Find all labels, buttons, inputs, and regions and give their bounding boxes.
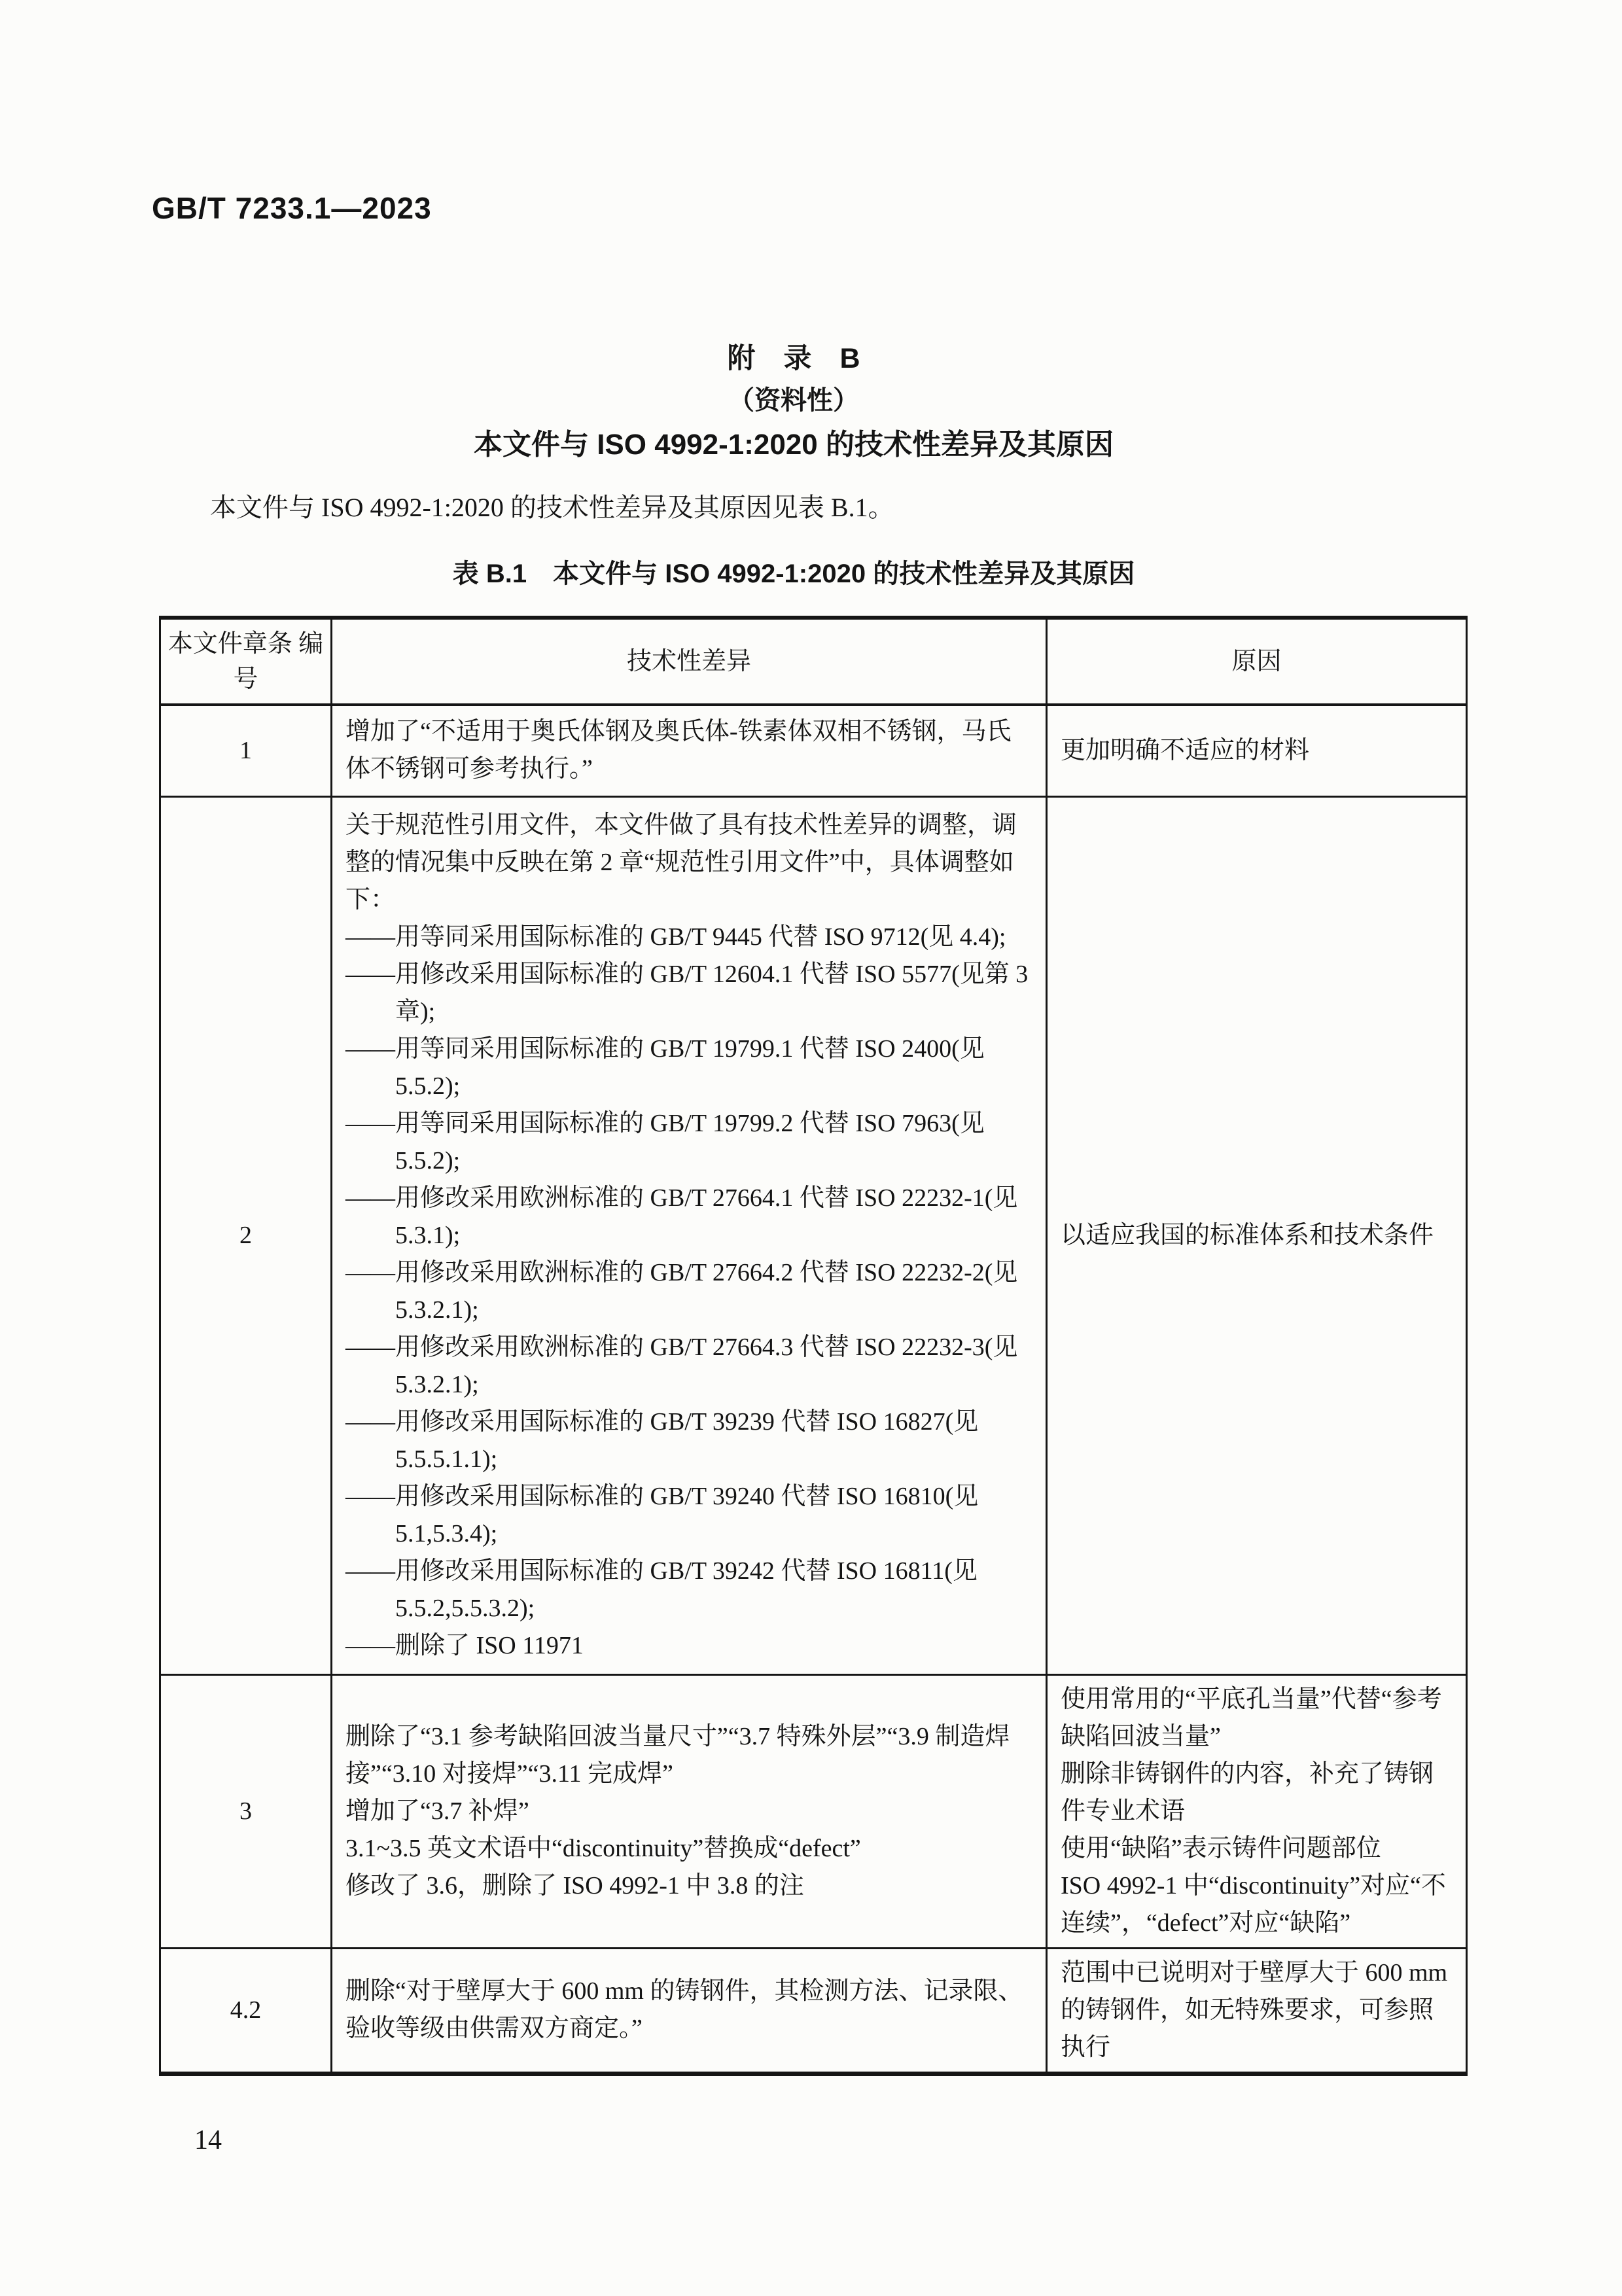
reason-cell xyxy=(1047,1948,1467,2074)
column-header-clause: 本文件章条 编号 xyxy=(167,630,324,693)
difference-list-item: ——用等同采用国际标准的 GB/T 9445 代替 ISO 9712(见 4.4); xyxy=(345,923,1006,951)
difference-paragraph: 增加了“3.7 补焊” xyxy=(345,1797,529,1825)
appendix-title: 附 录 B xyxy=(727,343,860,374)
differences-table xyxy=(159,616,1468,2076)
difference-paragraph: 关于规范性引用文件，本文件做了具有技术性差异的调整，调整的情况集中反映在第 2 章“规范性引用文件”中，具体调整如下： xyxy=(345,811,1017,913)
table-caption: 表 B.1 本文件与 ISO 4992-1:2020 的技术性差异及其原因 xyxy=(452,559,1135,588)
table-header xyxy=(160,618,1467,705)
table-row xyxy=(160,796,1467,1674)
difference-list-item: ——用等同采用国际标准的 GB/T 19799.1 代替 ISO 2400(见 5.5.2); xyxy=(345,1034,985,1100)
clause-cell: 2 xyxy=(239,1221,252,1249)
appendix-type-label: （资料性） xyxy=(728,386,859,415)
table-header-row xyxy=(160,618,1467,705)
difference-paragraph: 删除了“3.1 参考缺陷回波当量尺寸”“3.7 特殊外层”“3.9 制造焊接”“3.10 对接焊”“3.11 完成焊” xyxy=(345,1722,1010,1788)
appendix-heading: 本文件与 ISO 4992-1:2020 的技术性差异及其原因 xyxy=(473,429,1114,461)
difference-list-item: ——用修改采用国际标准的 GB/T 39242 代替 ISO 16811(见 5.5.2,5.5.3.2); xyxy=(345,1557,978,1622)
difference-cell xyxy=(332,705,1047,796)
clause-cell: 3 xyxy=(239,1797,252,1825)
page-number: 14 xyxy=(194,2125,222,2155)
reason-paragraph: 使用常用的“平底孔当量”代替“参考缺陷回波当量” xyxy=(1061,1685,1442,1750)
difference-cell xyxy=(332,796,1047,1674)
difference-list-item: ——用等同采用国际标准的 GB/T 19799.2 代替 ISO 7963(见 5.5.2); xyxy=(345,1109,985,1174)
intro-paragraph: 本文件与 ISO 4992-1:2020 的技术性差异及其原因见表 B.1。 xyxy=(210,493,894,522)
difference-list-item: ——用修改采用欧洲标准的 GB/T 27664.1 代替 ISO 22232-1(见 5.3.1); xyxy=(345,1184,1018,1249)
clause-cell: 4.2 xyxy=(230,1996,262,2024)
reason-paragraph: ISO 4992-1 中“discontinuity”对应“不连续”，“defect”对应“缺陷” xyxy=(1061,1871,1446,1937)
reason-paragraph: 更加明确不适应的材料 xyxy=(1061,736,1310,764)
difference-list-item: ——删除了 ISO 11971 xyxy=(345,1631,584,1659)
table-body xyxy=(160,705,1467,2074)
column-header-reason: 原因 xyxy=(1047,618,1467,705)
table-row xyxy=(160,705,1467,796)
reason-paragraph: 使用“缺陷”表示铸件问题部位 xyxy=(1061,1834,1381,1862)
difference-paragraph: 删除“对于壁厚大于 600 mm 的铸钢件，其检测方法、记录限、验收等级由供需双方商定。” xyxy=(345,1977,1023,2042)
reason-paragraph: 以适应我国的标准体系和技术条件 xyxy=(1061,1221,1434,1249)
doc-number: GB/T 7233.1—2023 xyxy=(152,191,432,225)
difference-paragraph: 增加了“不适用于奥氏体钢及奥氏体-铁素体双相不锈钢，马氏体不锈钢可参考执行。” xyxy=(345,718,1012,783)
clause-cell: 1 xyxy=(239,736,252,764)
reason-paragraph: 范围中已说明对于壁厚大于 600 mm 的铸钢件，如无特殊要求，可参照执行 xyxy=(1061,1958,1448,2061)
column-header-difference: 技术性差异 xyxy=(332,618,1047,705)
difference-cell xyxy=(332,1948,1047,2074)
difference-list-item: ——用修改采用国际标准的 GB/T 39239 代替 ISO 16827(见 5.5.5.1.1); xyxy=(345,1407,979,1473)
reason-paragraph: 删除非铸钢件的内容，补充了铸钢件专业术语 xyxy=(1061,1759,1434,1825)
difference-list-item: ——用修改采用欧洲标准的 GB/T 27664.3 代替 ISO 22232-3(见 5.3.2.1); xyxy=(345,1333,1018,1398)
difference-list-item: ——用修改采用国际标准的 GB/T 12604.1 代替 ISO 5577(见第 3 章); xyxy=(345,960,1029,1025)
difference-paragraph: 3.1~3.5 英文术语中“discontinuity”替换成“defect” xyxy=(345,1834,861,1862)
reason-cell xyxy=(1047,705,1467,796)
difference-cell xyxy=(332,1674,1047,1948)
table-row xyxy=(160,1948,1467,2074)
difference-list-item: ——用修改采用国际标准的 GB/T 39240 代替 ISO 16810(见 5.1,5.3.4); xyxy=(345,1482,979,1547)
difference-list-item: ——用修改采用欧洲标准的 GB/T 27664.2 代替 ISO 22232-2(见 5.3.2.1); xyxy=(345,1258,1018,1324)
reason-cell xyxy=(1047,1674,1467,1948)
difference-paragraph: 修改了 3.6，删除了 ISO 4992-1 中 3.8 的注 xyxy=(345,1871,804,1899)
reason-cell xyxy=(1047,796,1467,1674)
table-row xyxy=(160,1674,1467,1948)
